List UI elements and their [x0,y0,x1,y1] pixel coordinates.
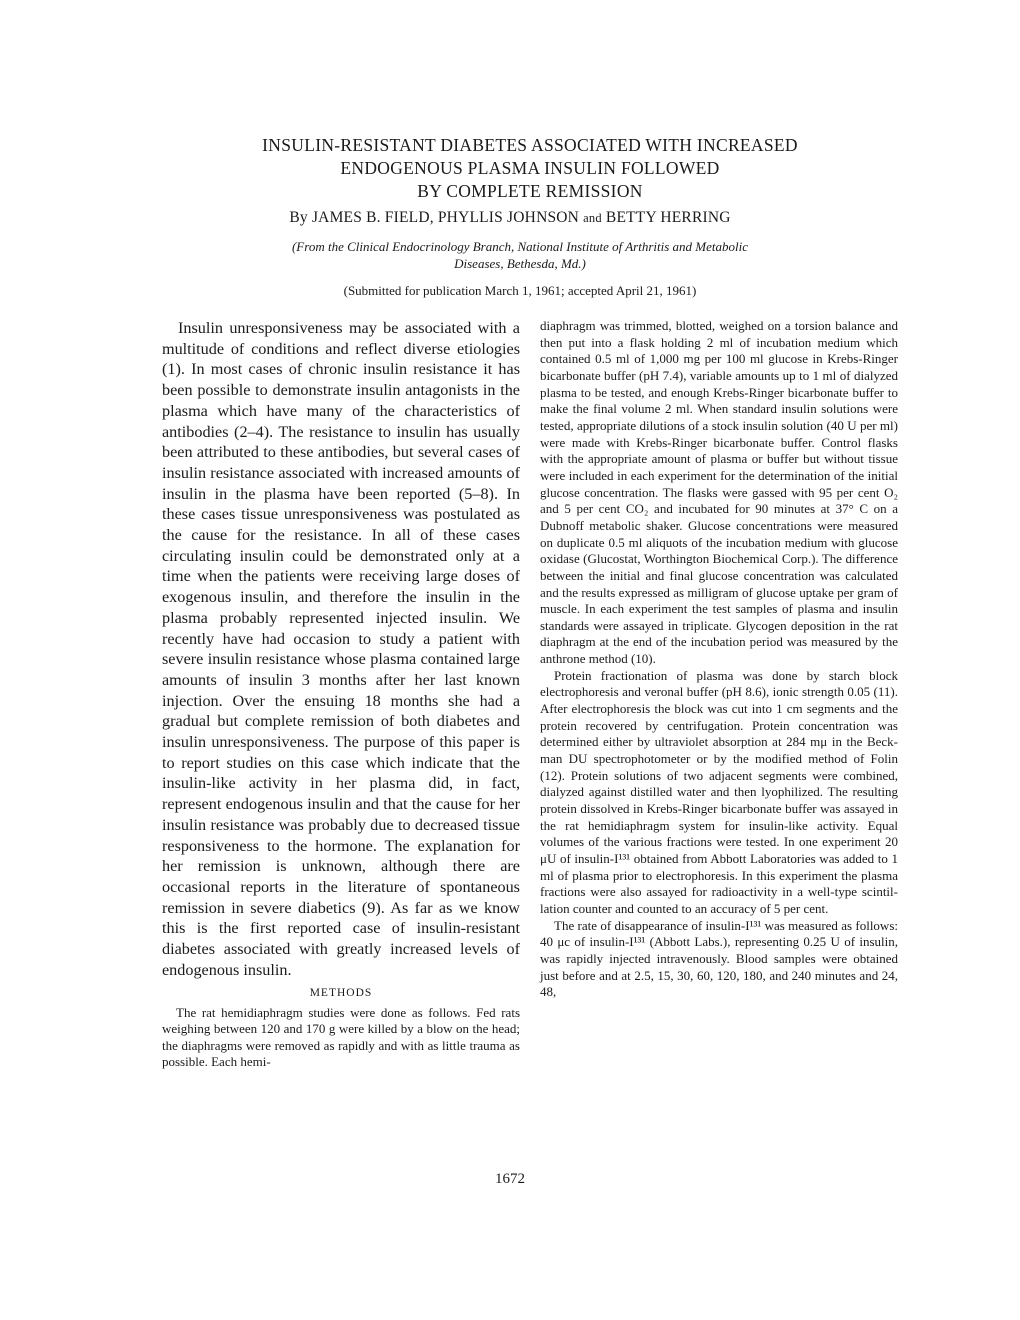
page-number: 1672 [495,1171,525,1187]
byline-authors-2: BETTY HERRING [605,209,731,226]
submission-dates: (Submitted for publication March 1, 1961; accepted April 21, 1961) [343,283,697,298]
byline-by: By [289,209,308,226]
methods-paragraph-2: Protein fractionation of plasma was done by starch block electrophoresis and veronal buffer (pH 8.6), ionic strength 0.05 (11). After electrophoresis the block was cut into 1 cm segments and the protein recovered by centrifugation. Protein concentration was determined either by ultraviolet absorption at 284 mμ in the Beckman DU spectrophotometer or by the modified method of Folin (12). Protein solutions of two adjacent segments were combined, dialyzed against distilled water and then lyophilized. The resulting protein dissolved in Krebs-Ringer bicarbonate buffer was assayed in the rat hemidiaphragm system for insulin-like activity. Equal volumes of the various fractions were tested. In one experiment 20 μU of insulin-I¹³¹ obtained from Abbott Laboratories was added to 1 ml of plasma prior to electrophoresis. In this experiment the plasma fractions were also assayed for radioactivity in a well-type scintillation counter and counted to an accuracy of 5 per cent. [540,667,898,916]
affiliation-line-2: Diseases, Bethesda, Md.) [454,256,586,271]
title-line-3: BY COMPLETE REMISSION [417,181,643,201]
affiliation [160,238,880,272]
intro-paragraph: Insulin unresponsiveness may be associated with a multitude of conditions and reflect diverse etiologies (1). In most cases of chronic insulin resistance it has been possible to demonstrate insulin antagonists in the plasma which have many of the characteristics of antibodies (2–4). The resistance to insulin has usually been attributed to these antibodies, but several cases of insulin resistance associated with increased amounts of insulin in the plasma have been reported (5–8). In these cases tissue unresponsiveness was postulated as the cause for the resistance. In all of these cases circulating insulin could be demonstrated only at a time when the patients were receiving large doses of exogenous insulin, and therefore the insulin in the plasma probably represented injected insulin. We recently have had occasion to study a patient with severe insulin resistance whose plasma contained large amounts of insulin 3 months after her last known injection. Over the ensuing 18 months she had a gradual but complete remission of both diabetes and insulin unresponsiveness. The purpose of this paper is to report studies on this case which indicate that the insulin-like activity in her plasma did, in fact, represent endogenous insulin and that the cause for her insulin resistance was probably due to decreased tissue responsiveness to the hormone. The explanation for her remission is unknown, although there are occasional reports in the literature of spontaneous remission in severe diabetics (9). As far as we know this is the first reported case of insulin-resistant diabetes associated with greatly increased levels of endogenous insulin. [162,319,520,979]
byline-and: and [583,211,602,225]
methods-paragraph-3: The rate of disappearance of insulin-I¹³¹ was measured as follows: 40 μc of insulin-I¹³¹ (Abbott Labs.), representing 0.25 U of insulin, was rapidly injected intravenously. Blood samples were obtained just before and at 2.5, 15, 30, 60, 120, 180, and 240 minutes and 24, 48, [540,917,898,1000]
title-line-2: ENDOGENOUS PLASMA INSULIN FOLLOWED [340,158,720,178]
right-column [540,318,898,1001]
methods-paragraph-1-cont: diaphragm was trimmed, blotted, weighed on a torsion balance and then put into a flask holding 2 ml of incubation medium which contained 0.5 ml of 1,000 mg per 100 ml glucose in Krebs-Ringer bicarbonate buffer (pH 7.4), variable amounts up to 1 ml of dialyzed plasma to be tested, and enough Krebs-Ringer bicarbonate buffer to make the final volume 2 ml. When standard insulin solutions were tested, appropriate dilutions of a stock insulin solution (40 U per ml) were made with Krebs-Ringer bicarbonate buffer. Control flasks with the appropriate amount of plasma or buffer but without tissue were included in each experiment for the determination of the initial glucose concentration. The flasks were gassed with 95 per cent O₂ and 5 per cent CO₂ and incubated for 90 minutes at 37° C on a Dubnoff metabolic shaker. Glucose concentrations were measured on duplicate 0.5 ml aliquots of the incubation medium with glucose oxidase (Glucostat, Worthington Biochemical Corp.). The difference between the initial and final glucose concentration was calculated and the results expressed as milligram of glucose uptake per gram of muscle. In each experiment the test samples of plasma and insulin standards were assayed in triplicate. Glycogen deposition in the rat diaphragm at the end of the incubation period was measured by the anthrone method (10). [540,318,898,667]
article-title [150,134,910,203]
methods-heading: METHODS [309,986,373,999]
affiliation-line-1: (From the Clinical Endocrinology Branch, National Institute of Arthritis and Metabolic [291,239,749,254]
methods-paragraph-1: The rat hemidiaphragm studies were done as follows. Fed rats weighing between 120 and 170 g were killed by a blow on the head; the diaphragms were removed as rapidly and with as little trauma as possible. Each hemi- [162,1004,520,1070]
byline-authors-1: JAMES B. FIELD, PHYLLIS JOHNSON [311,209,580,226]
title-line-1: INSULIN-RESISTANT DIABETES ASSOCIATED WITH INCREASED [262,135,798,155]
left-column [162,318,520,1071]
author-byline [150,209,870,227]
